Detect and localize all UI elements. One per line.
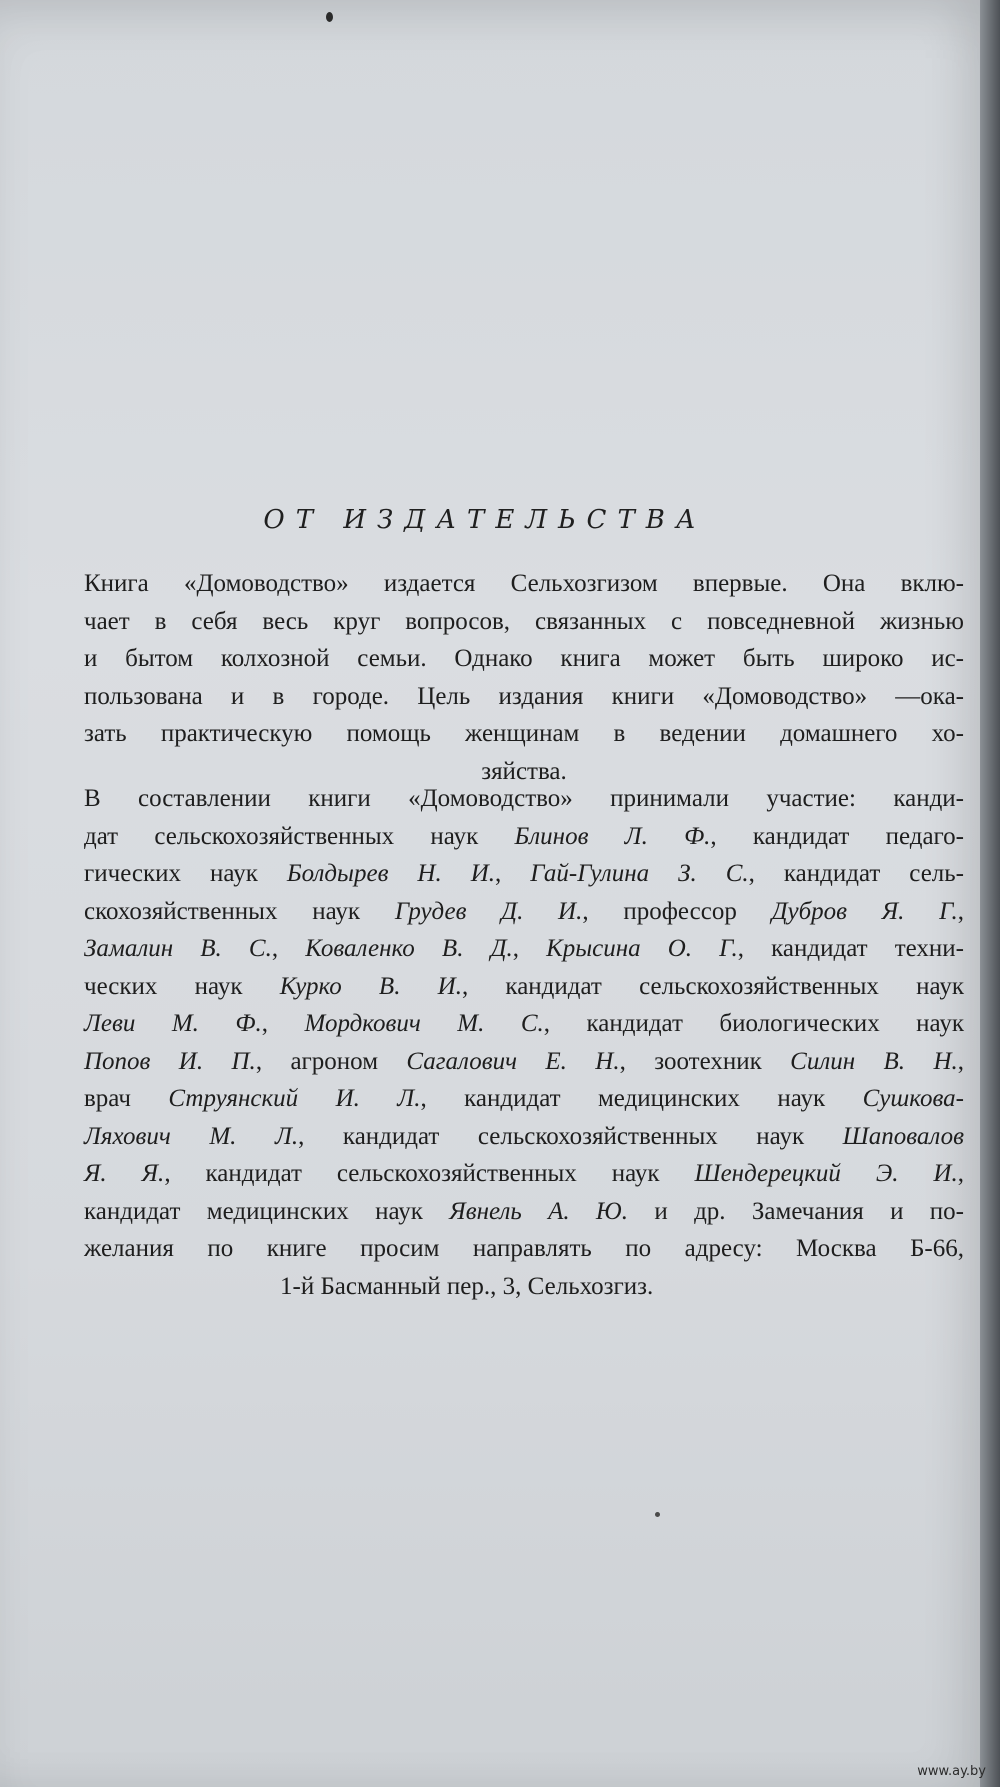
text-line: зяйства. <box>481 757 567 785</box>
text-line: Я. Я., кандидат сельскохозяйственных наук Шендерецкий Э. И., <box>84 1160 964 1187</box>
author-name: Замалин В. С. <box>84 935 272 962</box>
author-name: Болдырев Н. И. <box>286 860 496 887</box>
ink-spot <box>655 1512 660 1517</box>
author-name: Шаповалов <box>842 1122 964 1150</box>
text-line: и бытом колхозной семьи. Однако книга может быть широко ис- <box>84 645 964 672</box>
author-name: Сушкова- <box>862 1085 964 1112</box>
publisher-address: 1-й Басманный пер., 3, Сельхозгиз. <box>280 1272 654 1300</box>
author-name: Явнель А. Ю. <box>449 1197 628 1225</box>
section-heading: ОТ ИЗДАТЕЛЬСТВА <box>263 505 707 535</box>
text-line: чает в себя весь круг вопросов, связанных с повседневной жизнью <box>84 607 964 635</box>
text-line: Попов И. П., агроном Сагалович Е. Н., зоотехник Силин В. Н., <box>84 1047 964 1075</box>
author-name: Силин В. Н. <box>790 1047 958 1075</box>
text-line: дат сельскохозяйственных наук Блинов Л. Ф., кандидат педаго- <box>84 822 964 850</box>
text-line: кандидат медицинских наук Явнель А. Ю. и др. Замечания и по- <box>84 1197 965 1225</box>
text-line: скохозяйственных наук Грудев Д. И., профессор Дубров Я. Г., <box>84 897 964 925</box>
author-name: Ляхович М. Л. <box>84 1122 299 1150</box>
text-line: В составлении книги «Домоводство» принимали участие: канди- <box>84 785 964 812</box>
author-name: Курко В. И. <box>279 972 462 1000</box>
ink-spot <box>326 12 333 22</box>
author-name: Струянский И. Л. <box>168 1085 421 1112</box>
author-name: Сагалович Е. Н. <box>406 1047 620 1075</box>
text-line: Замалин В. С., Коваленко В. Д., Крысина О. Г., кандидат техни- <box>84 935 964 962</box>
author-name: Мордкович М. С. <box>304 1010 544 1037</box>
text-line: пользована и в городе. Цель издания книги «Домоводство» —ока- <box>84 682 964 710</box>
author-name: Крысина О. Г. <box>546 935 738 962</box>
author-name: Я. Я. <box>84 1160 165 1187</box>
text-line: зать практическую помощь женщинам в ведении домашнего хо- <box>84 720 964 747</box>
text-line: Ляхович М. Л., кандидат сельскохозяйственных наук Шаповалов <box>84 1122 964 1150</box>
author-name: Попов И. П. <box>84 1047 256 1075</box>
text-line: ческих наук Курко В. И., кандидат сельскохозяйственных наук <box>84 972 964 1000</box>
text-line: Леви М. Ф., Мордкович М. С., кандидат биологических наук <box>84 1010 965 1037</box>
page-edge-shadow <box>980 0 1000 1787</box>
text-line: врач Струянский И. Л., кандидат медицинских наук Сушкова- <box>84 1085 964 1112</box>
author-name: Леви М. Ф. <box>84 1010 262 1037</box>
author-name: Гай-Гулина З. С. <box>530 860 749 887</box>
watermark: www.ay.by <box>917 1764 986 1779</box>
author-name: Шендерецкий Э. И. <box>694 1160 958 1187</box>
author-name: Дубров Я. Г. <box>771 897 958 925</box>
author-name: Коваленко В. Д. <box>305 935 513 962</box>
author-name: Грудев Д. И. <box>394 897 583 925</box>
intro-paragraph <box>84 565 964 790</box>
text-line: гических наук Болдырев Н. И., Гай-Гулина З. С., кандидат сель- <box>84 860 965 887</box>
author-name: Блинов Л. Ф. <box>514 822 711 850</box>
text-line: желания по книге просим направлять по адресу: Москва Б-66, <box>84 1235 964 1262</box>
contributors-paragraph <box>84 780 964 1305</box>
text-line: Книга «Домоводство» издается Сельхозгизом впервые. Она вклю- <box>84 570 964 597</box>
